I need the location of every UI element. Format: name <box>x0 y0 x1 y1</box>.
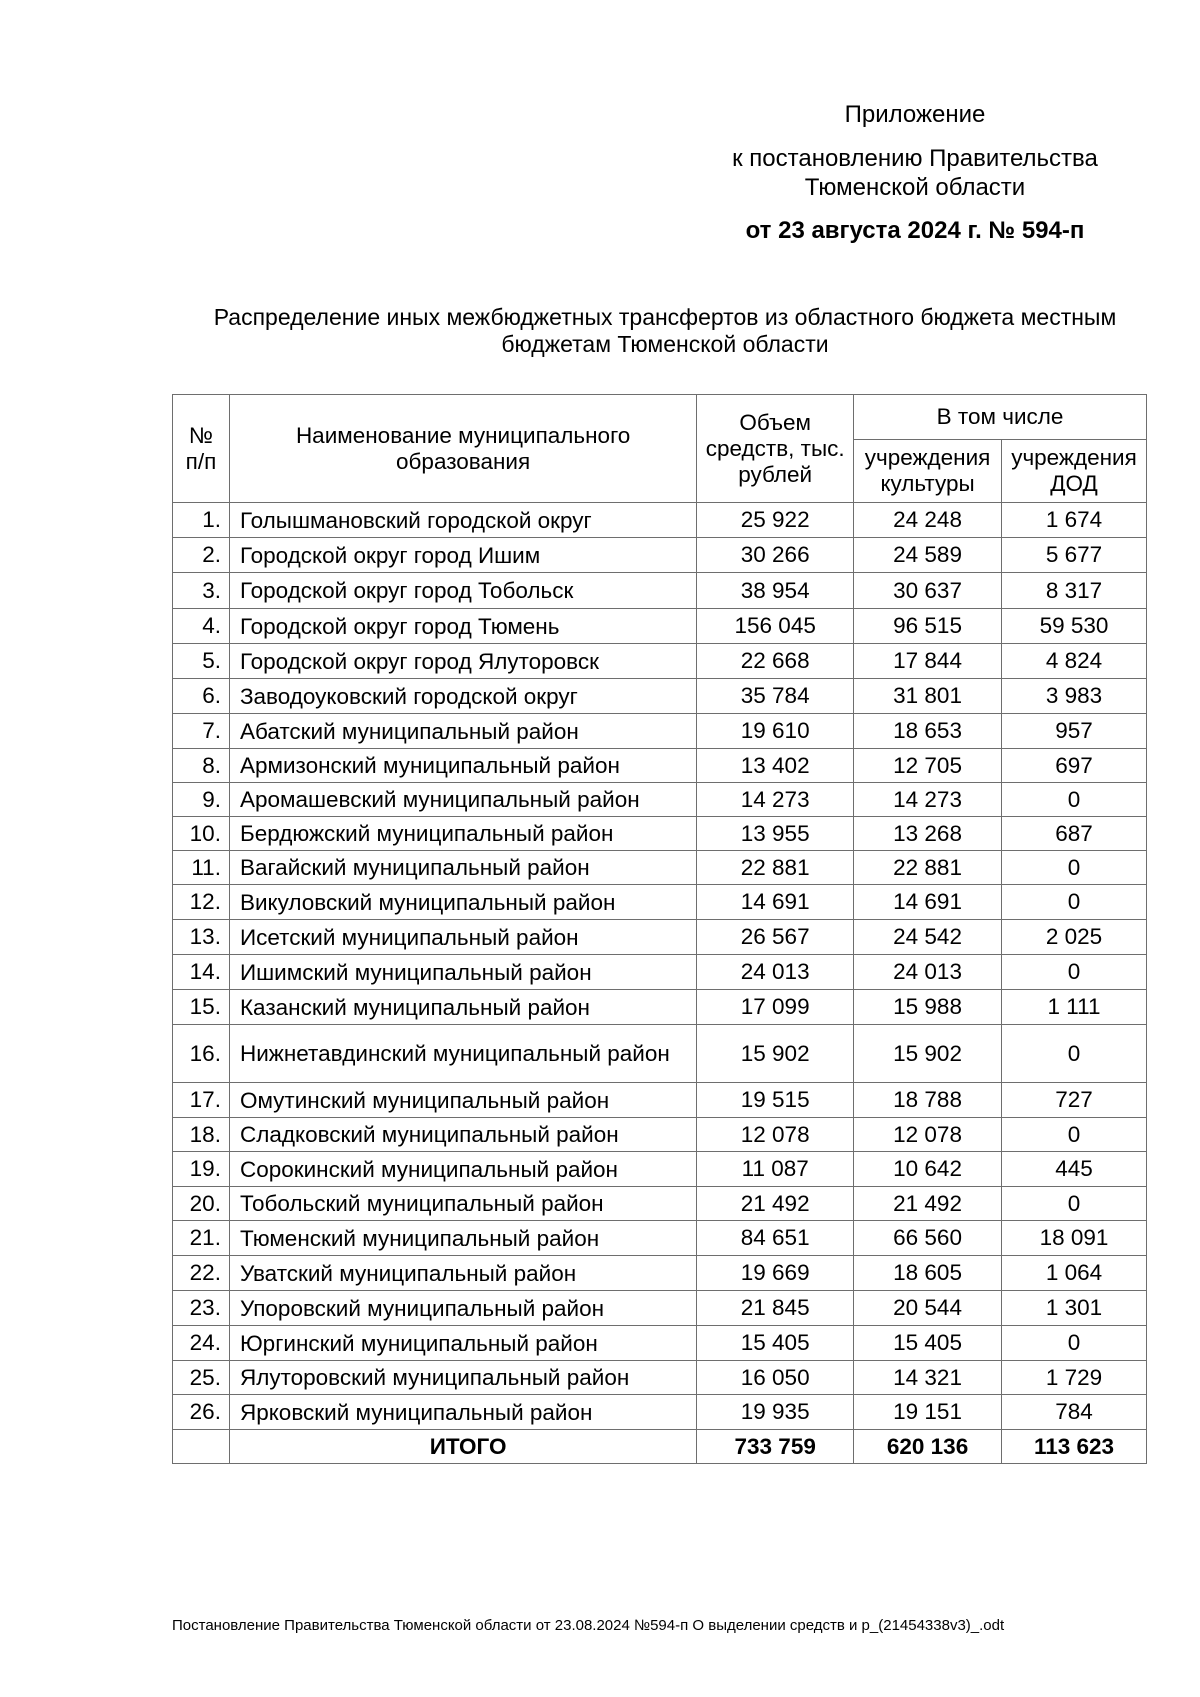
row-dod-cell: 4 824 <box>1002 644 1147 679</box>
row-dod-cell: 0 <box>1002 783 1147 817</box>
row-number-cell: 13. <box>173 920 230 955</box>
row-dod-cell: 0 <box>1002 1118 1147 1152</box>
row-number-cell: 16. <box>173 1025 230 1083</box>
row-dod-cell: 3 983 <box>1002 679 1147 714</box>
row-culture-cell: 21 492 <box>854 1187 1002 1221</box>
row-total-cell: 19 669 <box>697 1256 854 1291</box>
row-dod-cell: 0 <box>1002 851 1147 885</box>
appendix-label: Приложение <box>844 101 986 128</box>
header-culture: учреждения культуры <box>854 440 1002 503</box>
row-culture-cell: 24 542 <box>854 920 1002 955</box>
row-number-cell: 6. <box>173 679 230 714</box>
row-number-cell: 21. <box>173 1221 230 1256</box>
table-row <box>173 783 1147 817</box>
table-row <box>173 1083 1147 1118</box>
row-total-cell: 14 691 <box>697 885 854 920</box>
row-culture-cell: 10 642 <box>854 1152 1002 1187</box>
row-number-cell: 23. <box>173 1291 230 1326</box>
row-dod-cell: 113 623 <box>1002 1430 1147 1464</box>
table-row <box>173 1221 1147 1256</box>
row-name-cell: Юргинский муниципальный район <box>229 1326 696 1361</box>
row-culture-cell: 14 321 <box>854 1361 1002 1395</box>
row-culture-cell: 12 078 <box>854 1118 1002 1152</box>
row-culture-cell: 15 988 <box>854 990 1002 1025</box>
row-number-cell: 26. <box>173 1395 230 1430</box>
row-dod-cell: 0 <box>1002 1326 1147 1361</box>
row-number-cell <box>173 1430 230 1464</box>
table-row <box>173 1118 1147 1152</box>
row-dod-cell: 957 <box>1002 714 1147 749</box>
row-number-cell: 17. <box>173 1083 230 1118</box>
row-number-cell: 14. <box>173 955 230 990</box>
row-dod-cell: 1 064 <box>1002 1256 1147 1291</box>
table-row <box>173 538 1147 573</box>
row-culture-cell: 14 273 <box>854 783 1002 817</box>
row-dod-cell: 445 <box>1002 1152 1147 1187</box>
row-dod-cell: 18 091 <box>1002 1221 1147 1256</box>
row-name-cell: Абатский муниципальный район <box>229 714 696 749</box>
row-culture-cell: 19 151 <box>854 1395 1002 1430</box>
row-number-cell: 3. <box>173 573 230 609</box>
row-number-cell: 20. <box>173 1187 230 1221</box>
row-dod-cell: 0 <box>1002 1187 1147 1221</box>
row-name-cell: Голышмановский городской округ <box>229 503 696 538</box>
row-dod-cell: 1 301 <box>1002 1291 1147 1326</box>
row-total-cell: 35 784 <box>697 679 854 714</box>
row-name-cell: Армизонский муниципальный район <box>229 749 696 783</box>
row-total-cell: 22 881 <box>697 851 854 885</box>
row-total-cell: 15 902 <box>697 1025 854 1083</box>
row-culture-cell: 31 801 <box>854 679 1002 714</box>
table-row <box>173 851 1147 885</box>
table-row <box>173 1152 1147 1187</box>
table-row <box>173 1361 1147 1395</box>
row-name-cell: Городской округ город Ишим <box>229 538 696 573</box>
row-total-cell: 24 013 <box>697 955 854 990</box>
document-title <box>175 304 1155 358</box>
row-name-cell: Викуловский муниципальный район <box>229 885 696 920</box>
row-total-cell: 38 954 <box>697 573 854 609</box>
header-name: Наименование муниципального образования <box>229 395 696 503</box>
row-name-cell: Городской округ город Тобольск <box>229 573 696 609</box>
row-total-cell: 17 099 <box>697 990 854 1025</box>
row-number-cell: 4. <box>173 609 230 644</box>
row-total-cell: 26 567 <box>697 920 854 955</box>
row-number-cell: 7. <box>173 714 230 749</box>
row-number-cell: 22. <box>173 1256 230 1291</box>
table-row <box>173 679 1147 714</box>
row-dod-cell: 0 <box>1002 885 1147 920</box>
row-culture-cell: 18 605 <box>854 1256 1002 1291</box>
document-title-line-2: бюджетам Тюменской области <box>501 331 829 357</box>
header-volume: Объем средств, тыс. рублей <box>697 395 854 503</box>
row-name-cell: Аромашевский муниципальный район <box>229 783 696 817</box>
row-total-cell: 11 087 <box>697 1152 854 1187</box>
row-culture-cell: 24 013 <box>854 955 1002 990</box>
row-name-cell: Казанский муниципальный район <box>229 990 696 1025</box>
row-culture-cell: 24 589 <box>854 538 1002 573</box>
row-culture-cell: 620 136 <box>854 1430 1002 1464</box>
row-name-cell: Омутинский муниципальный район <box>229 1083 696 1118</box>
row-culture-cell: 12 705 <box>854 749 1002 783</box>
row-name-cell: Городской округ город Тюмень <box>229 609 696 644</box>
row-dod-cell: 697 <box>1002 749 1147 783</box>
row-total-cell: 733 759 <box>697 1430 854 1464</box>
row-name-cell: Сладковский муниципальный район <box>229 1118 696 1152</box>
table-row <box>173 955 1147 990</box>
row-total-cell: 22 668 <box>697 644 854 679</box>
table-row <box>173 885 1147 920</box>
row-number-cell: 11. <box>173 851 230 885</box>
row-culture-cell: 66 560 <box>854 1221 1002 1256</box>
row-total-cell: 14 273 <box>697 783 854 817</box>
appendix-date-number: от 23 августа 2024 г. № 594-п <box>745 217 1085 244</box>
row-name-cell: Ялуторовский муниципальный район <box>229 1361 696 1395</box>
row-dod-cell: 784 <box>1002 1395 1147 1430</box>
row-name-cell: Сорокинский муниципальный район <box>229 1152 696 1187</box>
transfers-table <box>172 394 1147 1464</box>
row-culture-cell: 14 691 <box>854 885 1002 920</box>
row-culture-cell: 18 653 <box>854 714 1002 749</box>
row-total-cell: 15 405 <box>697 1326 854 1361</box>
row-dod-cell: 0 <box>1002 1025 1147 1083</box>
row-number-cell: 5. <box>173 644 230 679</box>
row-culture-cell: 24 248 <box>854 503 1002 538</box>
row-name-cell: Упоровский муниципальный район <box>229 1291 696 1326</box>
appendix-resolution-line: к постановлению Правительства <box>732 145 1098 172</box>
row-name-cell: Заводоуковский городской округ <box>229 679 696 714</box>
table-row <box>173 749 1147 783</box>
row-name-cell: Бердюжский муниципальный район <box>229 817 696 851</box>
row-name-cell: Нижнетавдинский муниципальный район <box>229 1025 696 1083</box>
table-row <box>173 714 1147 749</box>
row-total-cell: 12 078 <box>697 1118 854 1152</box>
row-dod-cell: 687 <box>1002 817 1147 851</box>
row-name-cell: Уватский муниципальный район <box>229 1256 696 1291</box>
row-name-cell: Городской округ город Ялуторовск <box>229 644 696 679</box>
row-culture-cell: 96 515 <box>854 609 1002 644</box>
row-number-cell: 25. <box>173 1361 230 1395</box>
table-row <box>173 920 1147 955</box>
table-row <box>173 1187 1147 1221</box>
header-including: В том числе <box>854 395 1147 440</box>
row-culture-cell: 13 268 <box>854 817 1002 851</box>
row-number-cell: 15. <box>173 990 230 1025</box>
row-culture-cell: 18 788 <box>854 1083 1002 1118</box>
row-culture-cell: 15 902 <box>854 1025 1002 1083</box>
row-dod-cell: 59 530 <box>1002 609 1147 644</box>
row-number-cell: 24. <box>173 1326 230 1361</box>
row-name-cell: Ярковский муниципальный район <box>229 1395 696 1430</box>
row-culture-cell: 15 405 <box>854 1326 1002 1361</box>
row-name-cell: ИТОГО <box>229 1430 696 1464</box>
table-row <box>173 1395 1147 1430</box>
row-total-cell: 30 266 <box>697 538 854 573</box>
table-row <box>173 1326 1147 1361</box>
row-culture-cell: 22 881 <box>854 851 1002 885</box>
row-total-cell: 156 045 <box>697 609 854 644</box>
row-number-cell: 18. <box>173 1118 230 1152</box>
row-number-cell: 8. <box>173 749 230 783</box>
row-name-cell: Исетский муниципальный район <box>229 920 696 955</box>
row-number-cell: 19. <box>173 1152 230 1187</box>
row-total-cell: 21 845 <box>697 1291 854 1326</box>
total-row <box>173 1430 1147 1464</box>
table-row <box>173 503 1147 538</box>
appendix-region-line: Тюменской области <box>804 174 1026 201</box>
row-total-cell: 21 492 <box>697 1187 854 1221</box>
header-num: № п/п <box>173 395 230 503</box>
row-number-cell: 10. <box>173 817 230 851</box>
table-row <box>173 644 1147 679</box>
header-dod: учреждения ДОД <box>1002 440 1147 503</box>
table-row <box>173 1291 1147 1326</box>
row-culture-cell: 20 544 <box>854 1291 1002 1326</box>
row-total-cell: 13 402 <box>697 749 854 783</box>
row-name-cell: Вагайский муниципальный район <box>229 851 696 885</box>
row-number-cell: 9. <box>173 783 230 817</box>
table-row <box>173 573 1147 609</box>
row-total-cell: 19 935 <box>697 1395 854 1430</box>
row-culture-cell: 17 844 <box>854 644 1002 679</box>
row-dod-cell: 2 025 <box>1002 920 1147 955</box>
row-dod-cell: 8 317 <box>1002 573 1147 609</box>
table-row <box>173 1025 1147 1083</box>
row-culture-cell: 30 637 <box>854 573 1002 609</box>
row-name-cell: Ишимский муниципальный район <box>229 955 696 990</box>
row-name-cell: Тобольский муниципальный район <box>229 1187 696 1221</box>
row-total-cell: 16 050 <box>697 1361 854 1395</box>
table-row <box>173 609 1147 644</box>
row-dod-cell: 1 111 <box>1002 990 1147 1025</box>
row-total-cell: 25 922 <box>697 503 854 538</box>
row-number-cell: 1. <box>173 503 230 538</box>
table-row <box>173 1256 1147 1291</box>
row-total-cell: 13 955 <box>697 817 854 851</box>
row-number-cell: 12. <box>173 885 230 920</box>
row-total-cell: 19 610 <box>697 714 854 749</box>
row-number-cell: 2. <box>173 538 230 573</box>
row-dod-cell: 0 <box>1002 955 1147 990</box>
row-name-cell: Тюменский муниципальный район <box>229 1221 696 1256</box>
table-row <box>173 817 1147 851</box>
row-dod-cell: 727 <box>1002 1083 1147 1118</box>
row-dod-cell: 1 729 <box>1002 1361 1147 1395</box>
footer-filename: Постановление Правительства Тюменской области от 23.08.2024 №594-п О выделении средств и р_(21454338v3)_.odt <box>172 1617 1005 1634</box>
row-total-cell: 19 515 <box>697 1083 854 1118</box>
row-total-cell: 84 651 <box>697 1221 854 1256</box>
table-row <box>173 990 1147 1025</box>
row-dod-cell: 5 677 <box>1002 538 1147 573</box>
document-title-line-1: Распределение иных межбюджетных трансфертов из областного бюджета местным <box>213 304 1117 330</box>
row-dod-cell: 1 674 <box>1002 503 1147 538</box>
